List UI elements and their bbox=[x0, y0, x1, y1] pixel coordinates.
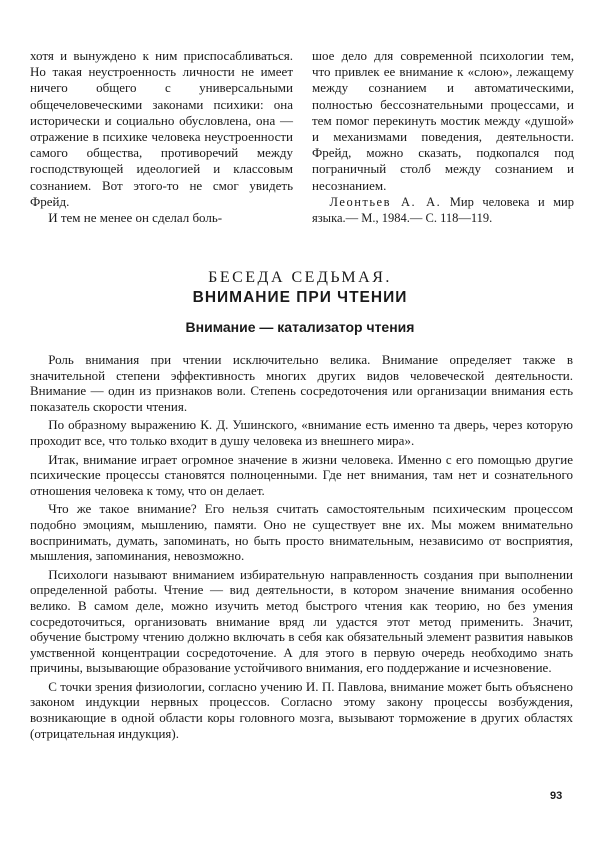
chapter-number: БЕСЕДА СЕДЬМАЯ. bbox=[208, 269, 392, 286]
chapter-heading bbox=[0, 268, 600, 308]
chapter-title: ВНИМАНИЕ ПРИ ЧТЕНИИ bbox=[192, 289, 408, 306]
right-paragraph: шое дело для современной психологии тем, что привлек ее внимание к «слою», лежащему между сознанием и автоматическими, полностью бессознательными процессами, и тем помог перекинуть мостик между «душой» и механизмами поведения, деятельности. Фрейд, можно сказать, подкопался под пограничный столб между сознанием и несознанием. bbox=[312, 48, 574, 193]
source-citation bbox=[312, 194, 574, 226]
right-column bbox=[312, 48, 574, 226]
section-title: Внимание — катализатор чтения bbox=[185, 319, 415, 335]
left-column bbox=[30, 48, 293, 226]
body-paragraph: С точки зрения физиологии, согласно учению И. П. Павлова, внимание может быть объяснено законом индукции нервных процессов. Согласно этому закону процессы возбуждения, возникающие в одной области коры головного мозга, вызывают торможение в других областях (отрицательная индукция). bbox=[30, 678, 573, 741]
left-paragraph: И тем не менее он сделал боль- bbox=[48, 210, 223, 226]
body-paragraph: Психологи называют вниманием избирательную направленность создания при выполнении определенной работы. Чтение — вид деятельности, в котором значение внимания особенно велико. В самом деле, можно изучить метод быстрого чтения как теорию, но без умения сосредоточиться, организовать внимание вряд ли удастся этот метод применить. Значит, обучение быстрому чтению должно включать в себя как обязательный элемент развития навыков умственной концентрации сосредоточение. А для этого в первую очередь необходимо знать причины, вызывающие образование устойчивого внимания, его поддержание и исчезновение. bbox=[30, 566, 573, 676]
source-author: Леонтьев А. А. bbox=[329, 194, 442, 209]
body-paragraph: По образному выражению К. Д. Ушинского, «внимание есть именно та дверь, через которую проходит все, что только входит в душу человека из внешнего мира». bbox=[30, 417, 573, 448]
page-number: 93 bbox=[550, 790, 563, 802]
left-paragraph: хотя и вынуждено к ним приспосабливаться. Но такая неустроенность личности не имеет ничего общего с универсальными общечеловеческими законами психики: она исторически и социально обусловлена, она — отражение в психике человека неустроенности самого общества, противоречий между господствующей идеологией и классовым сознанием. Вот этого-то не смог увидеть Фрейд. bbox=[30, 48, 293, 209]
source-title: Мир человека и мир языка.— М., 1984.— С. 118—119. bbox=[312, 194, 574, 225]
body-paragraph: Итак, внимание играет огромное значение в жизни человека. Именно с его помощью другие психические процессы становятся полноценными. Где нет внимания, там нет и сознательного отношения человека к тому, что он делает. bbox=[30, 451, 573, 498]
body-paragraph: Что же такое внимание? Его нельзя считать самостоятельным психическим процессом подобно эмоциям, мышлению, памяти. Оно не существует вне их. Мы можем внимательно воспринимать, думать, запоминать, но быть просто внимательным, независимо от восприятия, мышления, запоминания, невозможно. bbox=[30, 501, 573, 564]
body-paragraph: Роль внимания при чтении исключительно велика. Внимание определяет также в значительной степени эффективность многих других видов человеческой деятельности. Внимание — один из признаков воли. Степень сосредоточения или организации внимания есть показатель скорости чтения. bbox=[30, 352, 573, 414]
main-text bbox=[30, 352, 573, 744]
